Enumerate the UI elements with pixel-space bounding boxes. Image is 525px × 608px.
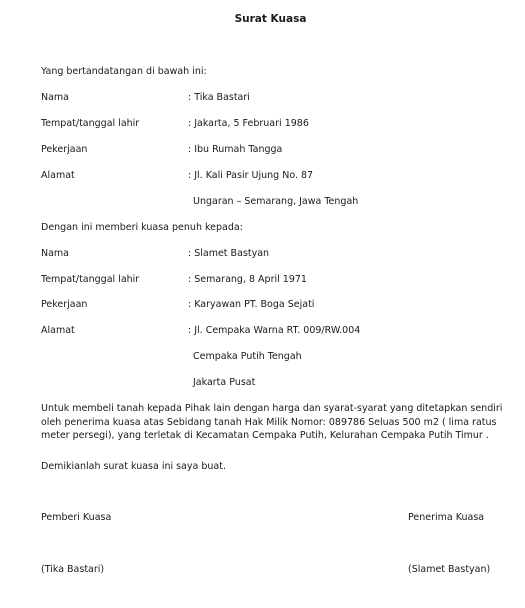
grantor-job-label: Pekerjaan: [41, 144, 88, 155]
grantor-name-value: : Tika Bastari: [188, 92, 250, 103]
grantor-address-line2: Ungaran – Semarang, Jawa Tengah: [193, 196, 359, 207]
grantor-birth-label: Tempat/tanggal lahir: [41, 118, 140, 129]
grantor-birth-value: : Jakarta, 5 Februari 1986: [188, 118, 309, 129]
grantee-name-label: Nama: [41, 248, 70, 259]
purpose-paragraph: Untuk membeli tanah kepada Pihak lain dengan harga dan syarat-syarat yang ditetapkan sendiri oleh penerima kuasa atas Sebidang tanah Hak Milik Nomor: 089786 Seluas 500 m2 ( lima ratus meter persegi), yang terletak di Kecamatan Cempaka Putih, Kelurahan Cempaka Putih Timur .: [41, 403, 503, 441]
grantee-address-line1: : Jl. Cempaka Warna RT. 009/RW.004: [188, 325, 361, 336]
grantor-name-label: Nama: [41, 92, 70, 103]
grant-intro-text: Dengan ini memberi kuasa penuh kepada:: [41, 222, 243, 233]
signature-giver-label: Pemberi Kuasa: [41, 512, 112, 523]
grantee-job-label: Pekerjaan: [41, 299, 88, 310]
grantee-address-line2: Cempaka Putih Tengah: [193, 351, 302, 362]
intro-text: Yang bertandatangan di bawah ini:: [41, 66, 207, 77]
grantee-address-label: Alamat: [41, 325, 75, 336]
document-title: Surat Kuasa: [234, 13, 307, 25]
closing-text: Demikianlah surat kuasa ini saya buat.: [41, 461, 226, 472]
grantee-birth-label: Tempat/tanggal lahir: [41, 274, 140, 285]
grantor-address-line1: : Jl. Kali Pasir Ujung No. 87: [188, 170, 314, 181]
signature-receiver-name: (Slamet Bastyan): [408, 564, 491, 575]
grantee-name-value: : Slamet Bastyan: [188, 248, 270, 259]
grantee-address-line3: Jakarta Pusat: [193, 377, 256, 388]
grantor-job-value: : Ibu Rumah Tangga: [188, 144, 283, 155]
signature-receiver-label: Penerima Kuasa: [408, 512, 485, 523]
grantee-birth-value: : Semarang, 8 April 1971: [188, 274, 307, 285]
grantee-job-value: : Karyawan PT. Boga Sejati: [188, 299, 315, 310]
grantor-address-label: Alamat: [41, 170, 75, 181]
signature-giver-name: (Tika Bastari): [41, 564, 105, 575]
